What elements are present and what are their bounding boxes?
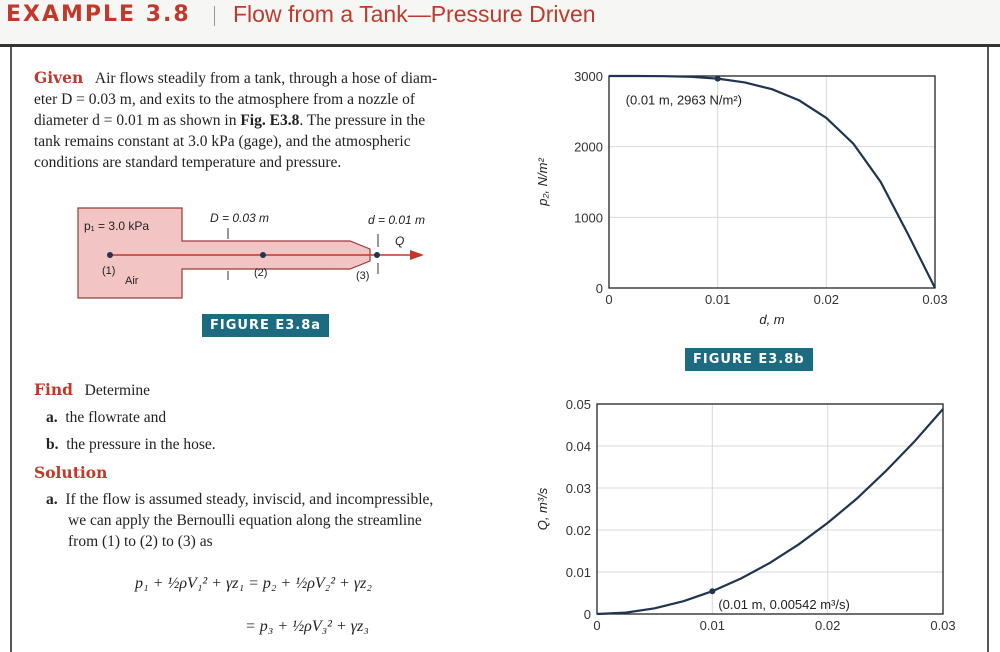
- find-label: Find: [34, 380, 73, 399]
- given-line-2: eter D = 0.03 m, and exits to the atmosphere from a nozzle of: [34, 91, 416, 108]
- given-paragraph: [34, 67, 504, 173]
- annotation-point: [709, 588, 715, 594]
- x-tick-label: 0.01: [699, 618, 725, 633]
- annotation-label: (0.01 m, 0.00542 m³/s): [718, 597, 850, 613]
- annotation-point: [715, 76, 721, 82]
- given-label: Given: [34, 68, 84, 87]
- series-line: [597, 409, 943, 614]
- header-separator: [214, 6, 215, 26]
- flow-arrow: [410, 250, 424, 260]
- x-tick-label: 0.01: [705, 292, 731, 307]
- given-line-3a: diameter d = 0.01 m as shown in: [34, 112, 241, 129]
- x-tick-label: 0.02: [815, 618, 841, 633]
- solution-label: Solution: [34, 463, 108, 482]
- point-2-label: (2): [254, 267, 268, 279]
- given-line-3c: . The pressure in the: [299, 112, 426, 129]
- x-tick-label: 0.02: [813, 292, 839, 307]
- example-title: Flow from a Tank—Pressure Driven: [233, 1, 596, 27]
- tank-pressure-label: p₁ = 3.0 kPa: [84, 219, 150, 233]
- y-tick-label: 0: [583, 607, 591, 622]
- find-section: [34, 376, 504, 458]
- point-2: [260, 252, 266, 258]
- find-b-letter: b.: [46, 436, 59, 453]
- figure-reference: Fig. E3.8: [240, 112, 300, 129]
- point-3: [374, 252, 380, 258]
- find-a-letter: a.: [46, 409, 58, 426]
- point-3-label: (3): [356, 270, 370, 282]
- x-tick-label: 0.03: [922, 292, 948, 307]
- plot-frame: [609, 76, 935, 288]
- flowrate-chart: [525, 390, 985, 652]
- figure-a-caption: FIGURE E3.8a: [202, 314, 329, 337]
- y-tick-label: 0.01: [565, 565, 591, 580]
- point-1-label: (1): [102, 265, 116, 277]
- x-tick-label: 0.03: [930, 618, 956, 633]
- x-axis-label: d, m: [759, 312, 785, 327]
- tank-hose-diagram: [70, 200, 450, 300]
- nozzle-diameter-label: d = 0.01 m: [368, 213, 426, 227]
- y-tick-label: 3000: [574, 69, 603, 84]
- pressure-chart: [525, 60, 985, 340]
- example-label: EXAMPLE 3.8: [6, 2, 191, 27]
- y-axis-label: p₂, N/m²: [535, 158, 550, 206]
- find-b-text: the pressure in the hose.: [66, 436, 216, 453]
- solution-a: [46, 489, 506, 552]
- bernoulli-equation-2: = p₃ + ½ρV₃² + γz₃: [245, 618, 369, 635]
- solution-line-2: we can apply the Bernoulli equation along the streamline: [68, 512, 422, 529]
- y-tick-label: 0.02: [565, 523, 591, 538]
- hose-diameter-label: D = 0.03 m: [210, 211, 270, 225]
- bernoulli-equation-1: p₁ + ½ρV₁² + γz₁ = p₂ + ½ρV₂² + γz₂: [135, 575, 372, 592]
- figure-b-caption: FIGURE E3.8b: [685, 348, 813, 371]
- x-tick-label: 0: [593, 618, 601, 633]
- y-tick-label: 0.05: [565, 397, 591, 412]
- y-tick-label: 2000: [574, 139, 603, 155]
- y-tick-label: 0.03: [565, 481, 591, 496]
- plot-frame: [597, 404, 943, 614]
- x-tick-label: 0: [605, 292, 613, 307]
- right-border: [987, 47, 989, 652]
- y-axis-label: Q, m³/s: [535, 487, 550, 531]
- find-a-text: the flowrate and: [65, 409, 167, 426]
- flowrate-label: Q: [395, 234, 405, 248]
- solution-line-3: from (1) to (2) to (3) as: [68, 533, 213, 550]
- annotation-label: (0.01 m, 2963 N/m²): [625, 92, 742, 108]
- air-label: Air: [125, 275, 139, 287]
- given-line-4: tank remains constant at 3.0 kPa (gage), and the atmospheric: [34, 133, 411, 150]
- y-tick-label: 0: [595, 281, 603, 296]
- header-rule: [0, 44, 1000, 47]
- example-header: [0, 0, 1000, 44]
- find-text: Determine: [84, 382, 151, 399]
- series-line: [609, 76, 935, 288]
- point-1: [107, 252, 113, 258]
- given-line-5: conditions are standard temperature and pressure.: [34, 154, 342, 171]
- solution-line-1: If the flow is assumed steady, inviscid, and incompressible,: [65, 491, 434, 508]
- given-line-1: Air flows steadily from a tank, through a hose of diam-: [94, 70, 438, 87]
- solution-a-letter: a.: [46, 491, 58, 508]
- left-border: [10, 47, 12, 652]
- y-tick-label: 1000: [574, 210, 603, 226]
- y-tick-label: 0.04: [565, 439, 591, 454]
